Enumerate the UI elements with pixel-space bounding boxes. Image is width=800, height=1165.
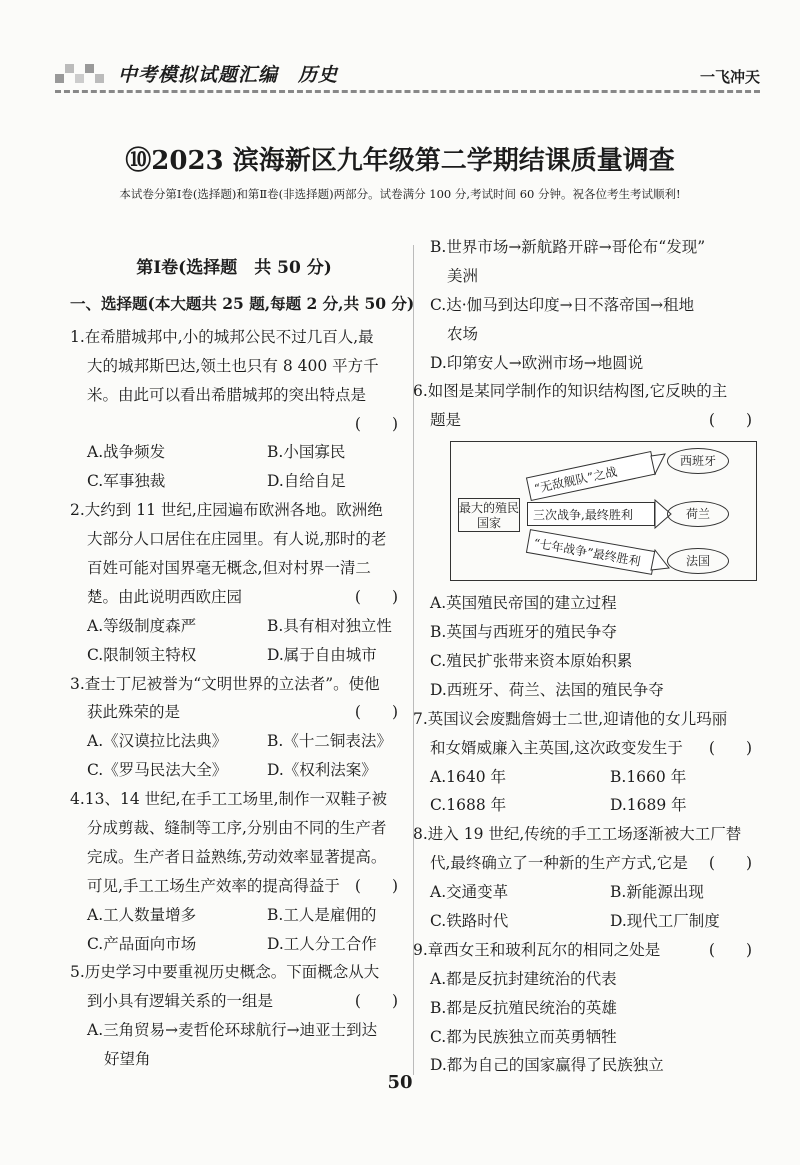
left-column — [70, 248, 415, 1074]
exam-instructions: 本试卷分第Ⅰ卷(选择题)和第Ⅱ卷(非选择题)两部分。试卷满分 100 分,考试时间 60 分钟。祝各位考生考试顺利! — [119, 187, 681, 201]
option-b: B.都是反抗殖民统治的英雄 — [430, 998, 617, 1017]
question-text: 3.查士丁尼被誉为“文明世界的立法者”。使他 — [70, 674, 380, 693]
option-a: A.交通变革 — [430, 883, 509, 902]
answer-blank: ( ) — [354, 876, 398, 895]
option-c: C.《罗马民法大全》 — [87, 761, 228, 780]
diagram-arrow: 三次战争,最终胜利 — [527, 502, 655, 526]
option-b: B.小国寡民 — [267, 443, 346, 462]
option-a: A.1640 年 — [430, 767, 506, 786]
option-b-cont: 美洲 — [447, 266, 479, 285]
question-5 — [70, 958, 398, 1074]
question-text: 米。由此可以看出希腊城邦的突出特点是 — [87, 385, 367, 404]
option-a: A.都是反抗封建统治的代表 — [430, 969, 617, 988]
answer-blank: ( ) — [354, 992, 398, 1011]
question-text: 百姓可能对国界毫无概念,但对村界一清二 — [87, 559, 371, 578]
option-c: C.1688 年 — [430, 796, 507, 815]
option-d: D.《权利法案》 — [267, 761, 377, 780]
option-b: B.1660 年 — [610, 767, 687, 786]
question-text: 获此殊荣的是 — [87, 703, 181, 722]
option-d: D.自给自足 — [267, 472, 346, 491]
decor-square — [85, 64, 94, 73]
option-d: D.属于自由城市 — [267, 645, 377, 664]
question-text: 8.进入 19 世纪,传统的手工工场逐渐被大工厂替 — [413, 825, 742, 844]
option-a: A.《汉谟拉比法典》 — [87, 732, 228, 751]
option-a: A.等级制度森严 — [87, 616, 197, 635]
decor-square — [75, 74, 84, 83]
question-text: 可见,手工工场生产效率的提高得益于 — [87, 876, 340, 895]
diagram-target: 西班牙 — [667, 448, 729, 474]
option-c: C.限制领主特权 — [87, 645, 197, 664]
book-title: 中考模拟试题汇编 历史 — [118, 64, 339, 86]
question-text: 到小具有逻辑关系的一组是 — [87, 992, 274, 1011]
option-c: C.殖民扩张带来资本原始积累 — [430, 652, 633, 671]
option-c: C.都为民族独立而英勇牺牲 — [430, 1027, 617, 1046]
running-header — [55, 52, 760, 94]
diagram-center-box: 最大的殖民国家 — [458, 498, 520, 532]
answer-blank: ( ) — [354, 587, 398, 606]
question-7 — [413, 705, 752, 821]
question-text: 9.章西女王和玻利瓦尔的相同之处是 — [413, 940, 661, 959]
question-text: 大的城邦斯巴达,领土也只有 8 400 平方千 — [87, 356, 379, 375]
question-text: 7.英国议会废黜詹姆士二世,迎请他的女儿玛丽 — [413, 709, 728, 728]
option-d: D.西班牙、荷兰、法国的殖民争夺 — [430, 680, 664, 699]
option-d: D.现代工厂制度 — [610, 912, 720, 931]
question-3 — [70, 670, 398, 786]
question-text: 完成。生产者日益熟练,劳动效率显著提高。 — [87, 847, 387, 866]
option-a: A.工人数量增多 — [87, 905, 197, 924]
answer-blank: ( ) — [354, 703, 398, 722]
question-text: 题是 — [430, 411, 462, 430]
decor-square — [55, 74, 64, 83]
option-b: B.新能源出现 — [610, 883, 704, 902]
question-6 — [413, 377, 752, 704]
exam-title: ⑩2023 滨海新区九年级第二学期结课质量调查 — [125, 146, 675, 176]
question-9 — [413, 936, 752, 1080]
diagram-arrow: “七年战争”最终胜利 — [526, 529, 656, 575]
answer-blank: ( ) — [708, 940, 752, 959]
question-8 — [413, 820, 752, 936]
option-d: D.印第安人→欧洲市场→地圆说 — [430, 353, 644, 372]
decor-square — [95, 74, 104, 83]
option-d: D.1689 年 — [610, 796, 687, 815]
brand-logo: 一飞冲天 — [699, 68, 760, 86]
right-column — [413, 233, 752, 1080]
decor-square — [65, 64, 74, 73]
answer-blank: ( ) — [354, 414, 398, 433]
option-b: B.工人是雇佣的 — [267, 905, 377, 924]
question-text: 大部分人口居住在庄园里。有人说,那时的老 — [87, 530, 387, 549]
option-c: C.产品面向市场 — [87, 934, 197, 953]
option-b: B.英国与西班牙的殖民争夺 — [430, 623, 617, 642]
option-b: B.世界市场→新航路开辟→哥伦布“发现” — [430, 238, 706, 256]
question-1 — [70, 323, 398, 496]
diagram-target: 法国 — [667, 548, 729, 574]
option-b: B.《十二铜表法》 — [267, 732, 392, 751]
option-a: A.英国殖民帝国的建立过程 — [430, 594, 617, 613]
diagram-arrow: “无敌舰队”之战 — [526, 451, 656, 501]
knowledge-structure-diagram — [450, 441, 757, 581]
question-text: 2.大约到 11 世纪,庄园遍布欧洲各地。欧洲绝 — [70, 501, 383, 520]
option-d: D.都为自己的国家赢得了民族独立 — [430, 1056, 664, 1075]
diagram-target: 荷兰 — [667, 501, 729, 527]
option-a: A.三角贸易→麦哲伦环球航行→迪亚士到达 — [87, 1021, 378, 1040]
question-text: 楚。由此说明西欧庄园 — [87, 587, 243, 606]
option-a-cont: 好望角 — [104, 1050, 151, 1069]
question-text: 5.历史学习中要重视历史概念。下面概念从大 — [70, 963, 380, 982]
question-4 — [70, 785, 398, 958]
answer-blank: ( ) — [708, 854, 752, 873]
option-c: C.铁路时代 — [430, 912, 509, 931]
section-title: 第Ⅰ卷(选择题 共 50 分) — [136, 258, 332, 278]
question-text: 和女婿威廉入主英国,这次政变发生于 — [430, 738, 683, 757]
question-text: 分成剪裁、缝制等工序,分别由不同的生产者 — [87, 819, 387, 838]
option-b: B.具有相对独立性 — [267, 616, 392, 635]
question-text: 代,最终确立了一种新的生产方式,它是 — [430, 854, 688, 873]
option-c-cont: 农场 — [447, 324, 479, 343]
option-c: C.军事独裁 — [87, 472, 166, 491]
option-c: C.达·伽马到达印度→日不落帝国→租地 — [430, 295, 695, 314]
question-2 — [70, 496, 398, 669]
question-text: 6.如图是某同学制作的知识结构图,它反映的主 — [413, 382, 728, 401]
page-number: 50 — [387, 1072, 413, 1093]
option-d: D.工人分工合作 — [267, 934, 377, 953]
header-rule — [55, 90, 760, 93]
question-text: 4.13、14 世纪,在手工工场里,制作一双鞋子被 — [70, 790, 388, 809]
question-text: 1.在希腊城邦中,小的城邦公民不过几百人,最 — [70, 327, 374, 346]
part-heading: 一、选择题(本大题共 25 题,每题 2 分,共 50 分) — [70, 294, 415, 313]
answer-blank: ( ) — [708, 738, 752, 757]
option-a: A.战争频发 — [87, 443, 166, 462]
answer-blank: ( ) — [708, 411, 752, 430]
